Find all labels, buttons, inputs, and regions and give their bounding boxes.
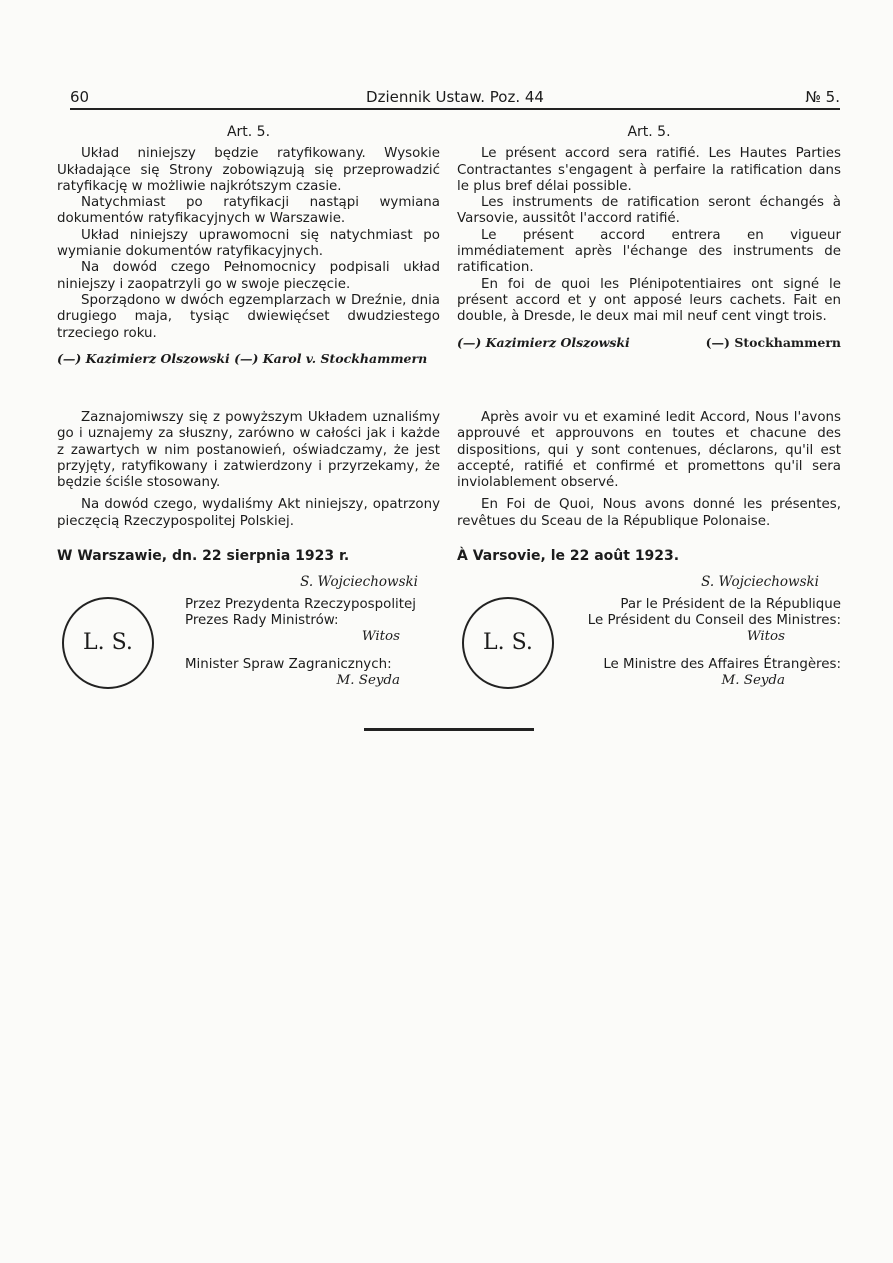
polish-article-5 <box>57 124 440 367</box>
date-line: À Varsovie, le 22 août 1923. <box>457 548 680 565</box>
polish-ratification <box>57 410 440 707</box>
seal-stamp: L. S. <box>462 597 554 689</box>
countersignatures <box>185 597 430 689</box>
paragraph: Sporządono w dwóch egzemplarzach w Dreźnie, dnia drugiego maja, tysiąc dwiewięćset dwudziestego trzeciego roku. <box>57 292 440 341</box>
paragraph: Zaznajomiwszy się z powyższym Układem uznaliśmy go i uznajemy za słuszny, zarówno w całości jak i każde z zawartych w nim postanowień, oświadczamy, że jest przyjęty, ratyfikowany i zatwierdzony i przyrzekamy, że będzie ściśle stosowany. <box>57 410 440 491</box>
signature-stockhammern: (—) Stockhammern <box>705 334 841 350</box>
journal-title: Dziennik Ustaw. Poz. 44 <box>366 88 544 106</box>
seal-block <box>57 597 440 707</box>
countersign-line: Le Ministre des Affaires Étrangères: <box>603 656 841 672</box>
signer-name: M. Seyda <box>336 672 400 688</box>
countersign-line: Minister Spraw Zagranicznych: <box>185 656 392 672</box>
french-ratification <box>457 410 841 707</box>
paragraph: En foi de quoi les Plénipotentiaires ont signé le présent accord et y ont apposé leurs cachets. Fait en double, à Dresde, le deux mai mil neuf cent vingt trois. <box>457 276 841 325</box>
signature-olszowski: (—) Kazimierz Olszowski <box>457 334 630 350</box>
seal-stamp: L. S. <box>62 597 154 689</box>
signatures: (—) Kazimierz Olszowski (—) Karol v. Stockhammern <box>57 350 428 366</box>
paragraph: Le présent accord entrera en vigueur immédiatement après l'échange des instruments de ratification. <box>457 227 841 276</box>
signer-name: Witos <box>746 628 785 644</box>
paragraph: En Foi de Quoi, Nous avons donné les présentes, revêtues du Sceau de la République Polonaise. <box>457 497 841 529</box>
countersignatures <box>567 597 841 689</box>
paragraph: Na dowód czego, wydaliśmy Akt niniejszy, opatrzony pieczęcią Rzeczypospolitej Polskiej. <box>57 497 440 529</box>
article-heading: Art. 5. <box>627 124 671 140</box>
paragraph: Na dowód czego Pełnomocnicy podpisali układ niniejszy i zaopatrzyli go w swoje pieczęcie. <box>57 260 440 292</box>
paragraph: Układ niniejszy będzie ratyfikowany. Wysokie Układające się Strony zobowiązują się przeprowadzić ratyfikację w możliwie najkrótszym czasie. <box>57 146 440 194</box>
president-signature: S. Wojciechowski <box>701 574 819 591</box>
paragraph: Układ niniejszy uprawomocni się natychmiast po wymianie dokumentów ratyfikacyjnych. <box>57 227 440 260</box>
signer-name: Witos <box>361 628 400 644</box>
header-rule <box>70 108 840 110</box>
countersign-line: Przez Prezydenta Rzeczypospolitej <box>185 596 416 612</box>
signer-name: M. Seyda <box>721 672 785 688</box>
countersign-line: Par le Président de la République <box>620 596 841 612</box>
countersign-line: Prezes Rady Ministrów: <box>185 612 339 628</box>
issue-number: № 5. <box>805 88 840 106</box>
article-heading: Art. 5. <box>226 124 271 140</box>
end-rule <box>364 728 534 731</box>
page-header <box>70 88 840 110</box>
seal-block <box>457 597 841 707</box>
page-number: 60 <box>70 88 90 106</box>
date-line: W Warszawie, dn. 22 sierpnia 1923 r. <box>57 548 350 565</box>
signatures <box>457 335 841 351</box>
paragraph: Natychmiast po ratyfikacji nastąpi wymiana dokumentów ratyfikacyjnych w Warszawie. <box>57 195 440 227</box>
president-signature: S. Wojciechowski <box>300 574 418 591</box>
paragraph: Le présent accord sera ratifié. Les Hautes Parties Contractantes s'engagent à perfaire la ratification dans le plus bref délai possible. <box>457 146 841 194</box>
paragraph: Après avoir vu et examiné ledit Accord, Nous l'avons approuvé et approuvons en toutes et chacune des dispositions, qui y sont contenues, déclarons, qu'il est accepté, ratifié et confirmé et promettons qu'il sera inviolablement observé. <box>457 410 841 491</box>
countersign-line: Le Président du Conseil des Ministres: <box>587 612 841 628</box>
paragraph: Les instruments de ratification seront échangés à Varsovie, aussitôt l'accord ratifié. <box>457 195 841 227</box>
french-article-5 <box>457 124 841 351</box>
